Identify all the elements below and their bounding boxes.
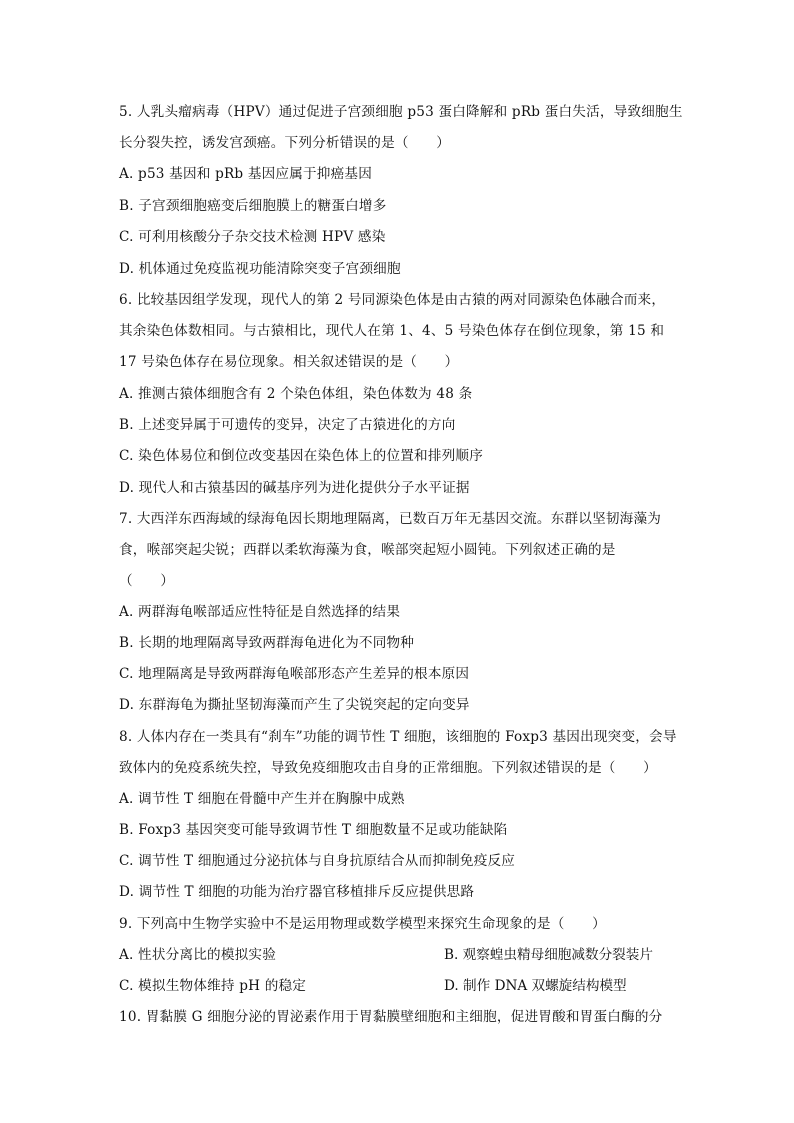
q6-stem-line3: 17 号染色体存在易位现象。相关叙述错误的是（ ） xyxy=(119,354,459,370)
q9-option-c: C. 模拟生物体维持 pH 的稳定 xyxy=(119,978,307,994)
q6-stem-line2: 其余染色体数相同。与古猿相比，现代人在第 1、4、5 号染色体存在倒位现象，第 15 和 xyxy=(119,323,665,339)
q7-option-a: A. 两群海龟喉部适应性特征是自然选择的结果 xyxy=(119,604,401,620)
q7-option-b: B. 长期的地理隔离导致两群海龟进化为不同物种 xyxy=(119,635,415,651)
q7-stem-line2: 食，喉部突起尖锐；西群以柔软海藻为食，喉部突起短小圆钝。下列叙述正确的是 xyxy=(119,542,616,558)
q8-option-b: B. Foxp3 基因突变可能导致调节性 T 细胞数量不足或功能缺陷 xyxy=(119,822,508,838)
q6-option-b: B. 上述变异属于可遗传的变异，决定了古猿进化的方向 xyxy=(119,417,456,433)
q9-option-b: B. 观察蝗虫精母细胞减数分裂装片 xyxy=(444,947,653,963)
q5-option-d: D. 机体通过免疫监视功能清除突变子宫颈细胞 xyxy=(119,261,401,277)
q5-option-b: B. 子宫颈细胞癌变后细胞膜上的糖蛋白增多 xyxy=(119,198,387,214)
q8-stem-line1: 8. 人体内存在一类具有“刹车”功能的调节性 T 细胞，该细胞的 Foxp3 基因出现突变，会导 xyxy=(119,729,677,745)
q7-option-d: D. 东群海龟为撕扯坚韧海藻而产生了尖锐突起的定向变异 xyxy=(119,697,470,713)
q7-stem-line3: （ ） xyxy=(119,573,175,589)
q5-stem-line1: 5. 人乳头瘤病毒（HPV）通过促进子宫颈细胞 p53 蛋白降解和 pRb 蛋白失活，导致细胞生 xyxy=(119,104,683,120)
q6-option-a: A. 推测古猿体细胞含有 2 个染色体组，染色体数为 48 条 xyxy=(119,386,473,402)
q9-stem: 9. 下列高中生物学实验中不是运用物理或数学模型来探究生命现象的是（ ） xyxy=(119,916,606,932)
q5-option-c: C. 可利用核酸分子杂交技术检测 HPV 感染 xyxy=(119,229,386,245)
q5-stem-line2: 长分裂失控，诱发宫颈癌。下列分析错误的是（ ） xyxy=(119,135,451,151)
q6-option-c: C. 染色体易位和倒位改变基因在染色体上的位置和排列顺序 xyxy=(119,448,484,464)
q6-option-d: D. 现代人和古猿基因的碱基序列为进化提供分子水平证据 xyxy=(119,480,470,496)
q8-option-d: D. 调节性 T 细胞的功能为治疗器官移植排斥反应提供思路 xyxy=(119,884,475,900)
q9-option-d: D. 制作 DNA 双螺旋结构模型 xyxy=(444,978,627,994)
q7-stem-line1: 7. 大西洋东西海域的绿海龟因长期地理隔离，已数百万年无基因交流。东群以坚韧海藻为 xyxy=(119,511,662,527)
q9-option-a: A. 性状分离比的模拟实验 xyxy=(119,947,276,963)
q8-stem-line2: 致体内的免疫系统失控，导致免疫细胞攻击自身的正常细胞。下列叙述错误的是（ ） xyxy=(119,760,657,776)
q10-stem-line1: 10. 胃黏膜 G 细胞分泌的胃泌素作用于胃黏膜壁细胞和主细胞，促进胃酸和胃蛋白酶的分 xyxy=(119,1009,663,1025)
q7-option-c: C. 地理隔离是导致两群海龟喉部形态产生差异的根本原因 xyxy=(119,666,470,682)
q5-option-a: A. p53 基因和 pRb 基因应属于抑癌基因 xyxy=(119,166,372,182)
q8-option-a: A. 调节性 T 细胞在骨髓中产生并在胸腺中成熟 xyxy=(119,791,405,807)
q6-stem-line1: 6. 比较基因组学发现，现代人的第 2 号同源染色体是由古猿的两对同源染色体融合而来， xyxy=(119,292,666,308)
q8-option-c: C. 调节性 T 细胞通过分泌抗体与自身抗原结合从而抑制免疫反应 xyxy=(119,853,516,869)
